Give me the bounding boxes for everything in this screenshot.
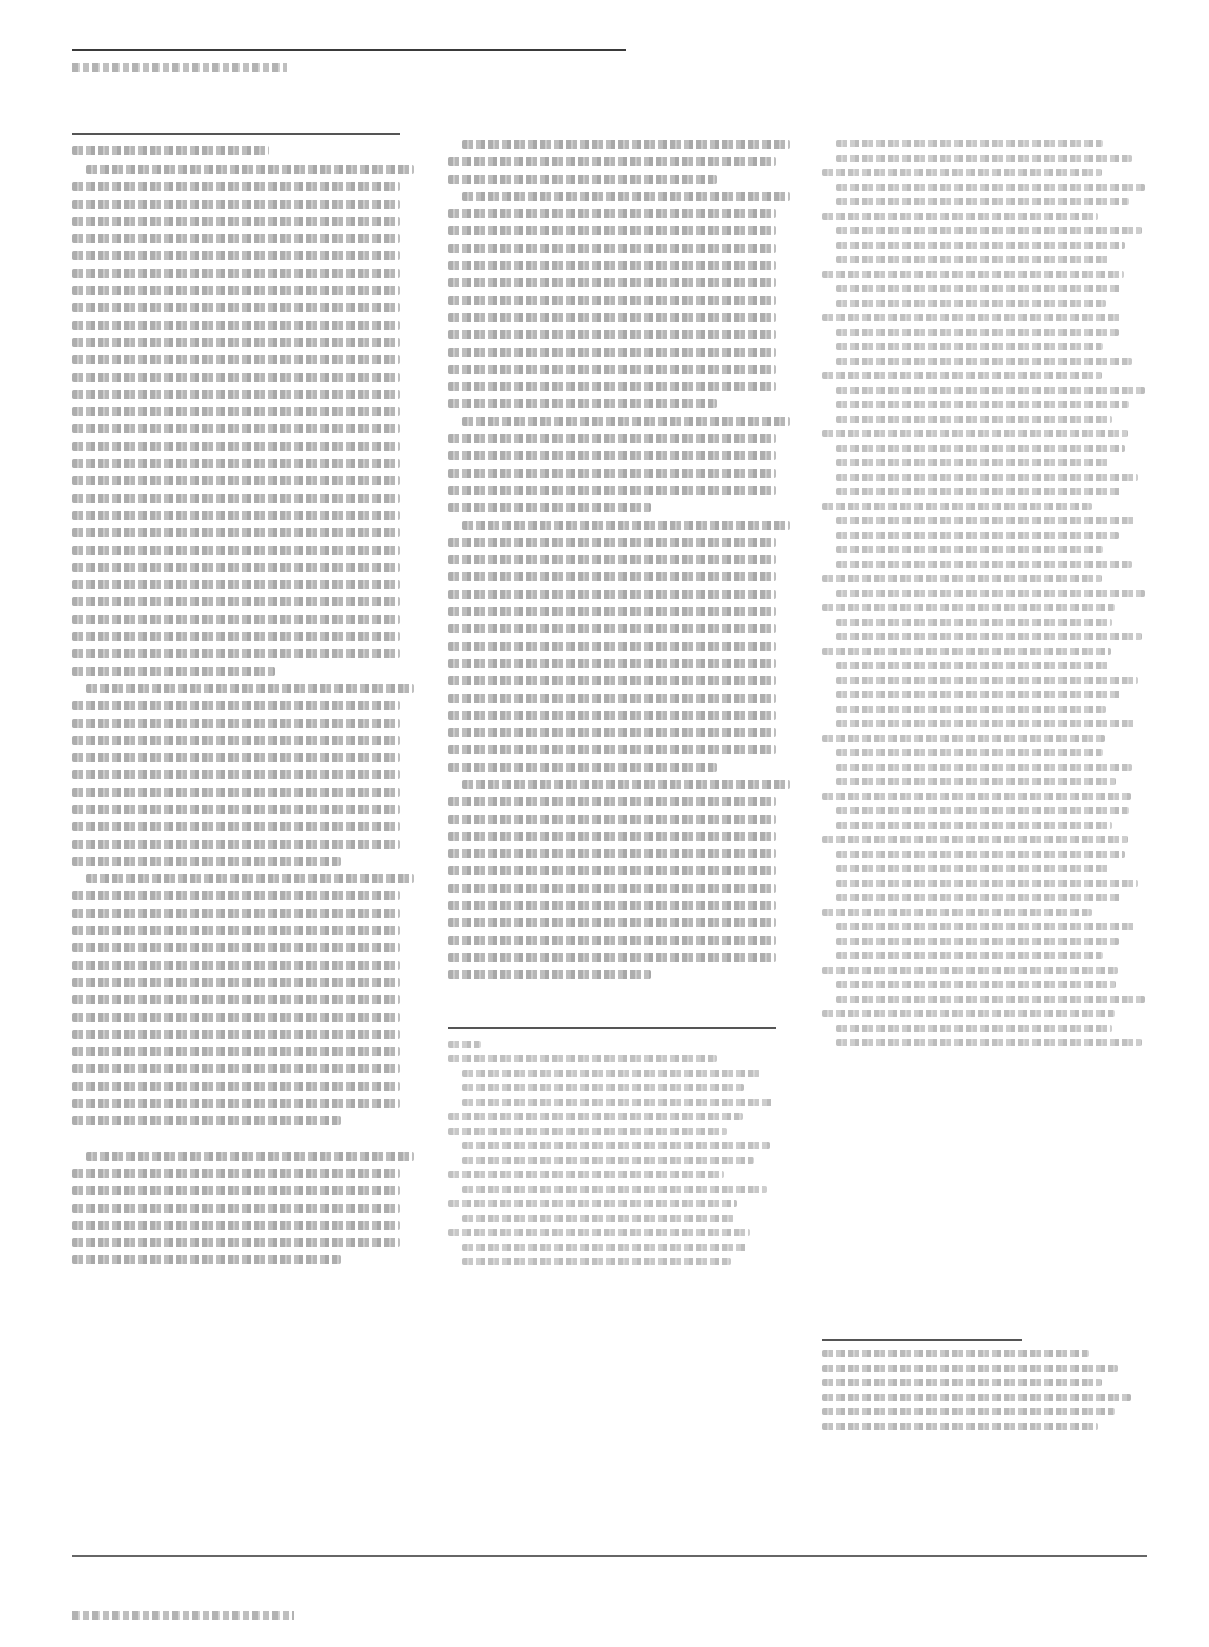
body-text-line <box>72 1064 400 1073</box>
body-text-line <box>448 728 776 737</box>
body-text-line <box>462 521 790 530</box>
body-text-line <box>72 251 400 260</box>
body-text-line <box>448 832 776 841</box>
note-line <box>836 981 1116 988</box>
note-line <box>462 1258 731 1265</box>
body-text-line <box>448 278 776 287</box>
note-line <box>822 1010 1115 1017</box>
body-text-line <box>72 234 400 243</box>
body-text-line <box>72 476 400 485</box>
body-text-line <box>72 736 400 745</box>
note-line <box>836 764 1132 771</box>
body-text-line <box>72 321 400 330</box>
note-line <box>836 590 1145 597</box>
body-text-line <box>448 486 776 495</box>
body-text-line <box>448 261 776 270</box>
body-text-line <box>72 373 400 382</box>
note-line <box>822 372 1102 379</box>
note-line <box>836 706 1106 713</box>
body-text-line <box>72 546 400 555</box>
column-3-notes <box>822 140 1147 1046</box>
note-line <box>822 604 1115 611</box>
body-text-line <box>448 763 717 772</box>
column-2-notes <box>448 1055 776 1265</box>
body-text-line <box>448 676 776 685</box>
column-2 <box>448 140 776 1273</box>
body-text-line <box>72 701 400 710</box>
bibliography-line <box>822 1365 1118 1372</box>
note-line <box>822 314 1121 321</box>
body-text-line <box>72 1221 400 1230</box>
body-text-line <box>72 943 400 952</box>
note-line <box>836 227 1142 234</box>
note-line <box>836 387 1145 394</box>
note-line <box>836 140 1103 147</box>
note-line <box>836 851 1125 858</box>
body-text-line <box>72 1238 400 1247</box>
body-text-line <box>448 399 717 408</box>
bibliography-line <box>822 1394 1131 1401</box>
note-line <box>448 1128 727 1135</box>
body-text-line <box>448 209 776 218</box>
body-text-line <box>72 459 400 468</box>
note-line <box>836 938 1119 945</box>
body-text-line <box>448 157 776 166</box>
note-line <box>836 343 1103 350</box>
note-line <box>836 155 1132 162</box>
note-line <box>836 256 1109 263</box>
body-text-line <box>72 909 400 918</box>
note-line <box>462 1084 744 1091</box>
body-text-line <box>72 1169 400 1178</box>
body-text-line <box>448 348 776 357</box>
note-line <box>462 1186 767 1193</box>
body-text-line <box>448 849 776 858</box>
note-line <box>836 778 1116 785</box>
note-line <box>836 285 1122 292</box>
body-text-line <box>72 303 400 312</box>
note-line <box>448 1171 724 1178</box>
body-text-line <box>72 649 400 658</box>
column-1-rule <box>72 133 400 135</box>
note-line <box>836 691 1122 698</box>
note-line <box>836 416 1112 423</box>
body-text-line <box>448 590 776 599</box>
body-text-line <box>72 891 400 900</box>
body-text-line <box>86 165 414 174</box>
note-line <box>822 213 1098 220</box>
note-line <box>836 329 1119 336</box>
note-line <box>836 459 1109 466</box>
body-text-line <box>72 269 400 278</box>
note-line <box>836 198 1129 205</box>
note-line <box>448 1113 743 1120</box>
body-text-line <box>448 296 776 305</box>
note-line <box>836 1039 1142 1046</box>
body-text-line <box>448 918 776 927</box>
note-line <box>836 894 1122 901</box>
body-text-line <box>72 788 400 797</box>
body-text-line <box>448 642 776 651</box>
body-text-line <box>462 192 790 201</box>
body-text-line <box>72 770 400 779</box>
note-line <box>836 996 1145 1003</box>
note-line <box>836 517 1135 524</box>
section-heading-faded <box>72 146 269 155</box>
bibliography-line <box>822 1379 1102 1386</box>
body-text-line <box>72 511 400 520</box>
body-text-line <box>462 780 790 789</box>
note-line <box>822 271 1124 278</box>
body-text-line <box>448 503 651 512</box>
body-text-line <box>72 753 400 762</box>
paragraph-gap <box>72 1134 400 1152</box>
body-text-line <box>72 1099 400 1108</box>
body-text-line <box>72 442 400 451</box>
note-line <box>836 358 1132 365</box>
body-text-line <box>462 140 790 149</box>
body-text-line <box>448 313 776 322</box>
note-line <box>462 1244 747 1251</box>
note-line <box>822 575 1102 582</box>
note-line <box>836 1025 1112 1032</box>
note-line <box>836 561 1132 568</box>
note-line <box>836 720 1135 727</box>
body-text-line <box>448 538 776 547</box>
note-line <box>822 836 1128 843</box>
body-text-line <box>72 805 400 814</box>
note-line <box>836 865 1109 872</box>
body-text-line <box>72 580 400 589</box>
running-head-faded-text <box>72 63 287 72</box>
note-line <box>836 242 1125 249</box>
body-text-line <box>86 684 414 693</box>
body-text-line <box>448 797 776 806</box>
body-text-line <box>72 961 400 970</box>
body-text-line <box>72 1013 400 1022</box>
body-text-line <box>448 572 776 581</box>
body-text-line <box>448 365 776 374</box>
note-line <box>462 1142 770 1149</box>
bottom-rule <box>72 1555 1147 1557</box>
body-text-line <box>72 390 400 399</box>
note-line <box>836 662 1109 669</box>
body-text-line <box>72 407 400 416</box>
body-text-line <box>72 217 400 226</box>
note-line <box>836 488 1122 495</box>
body-text-line <box>448 953 776 962</box>
note-line <box>822 503 1092 510</box>
body-text-line <box>72 1204 400 1213</box>
note-line <box>836 749 1103 756</box>
body-text-line <box>72 926 400 935</box>
body-text-line <box>72 424 400 433</box>
bibliography-line <box>822 1408 1115 1415</box>
body-text-line <box>462 417 790 426</box>
body-text-line <box>72 528 400 537</box>
note-line <box>836 445 1125 452</box>
note-line <box>836 184 1145 191</box>
body-text-line <box>72 1047 400 1056</box>
note-line <box>462 1215 734 1222</box>
body-text-line <box>448 469 776 478</box>
body-text-line <box>72 338 400 347</box>
body-text-line <box>448 659 776 668</box>
note-line <box>836 677 1138 684</box>
note-line <box>836 923 1135 930</box>
body-text-line <box>448 434 776 443</box>
bibliography-body <box>822 1350 1147 1430</box>
top-rule <box>72 49 626 51</box>
body-text-line <box>448 226 776 235</box>
body-text-line <box>448 175 717 184</box>
bibliography-rule <box>822 1339 1022 1341</box>
body-text-line <box>72 822 400 831</box>
body-text-line <box>448 901 776 910</box>
body-text-line <box>72 1116 341 1125</box>
body-text-line <box>448 624 776 633</box>
body-text-line <box>72 200 400 209</box>
body-text-line <box>72 667 275 676</box>
bibliography-line <box>822 1350 1089 1357</box>
note-line <box>448 1229 750 1236</box>
note-line <box>836 807 1129 814</box>
body-text-line <box>448 555 776 564</box>
note-line <box>836 474 1138 481</box>
body-text-line <box>72 182 400 191</box>
body-text-line <box>72 840 400 849</box>
body-text-line <box>72 632 400 641</box>
body-text-line <box>72 1255 341 1264</box>
note-line <box>836 401 1129 408</box>
note-line <box>822 909 1092 916</box>
body-text-line <box>448 694 776 703</box>
note-line <box>836 880 1138 887</box>
column-1-body <box>72 165 400 1264</box>
body-text-line <box>448 866 776 875</box>
bibliography-line <box>822 1423 1098 1430</box>
column-2-body <box>448 140 776 979</box>
note-line <box>836 822 1112 829</box>
body-text-line <box>72 355 400 364</box>
note-line <box>448 1200 737 1207</box>
note-line <box>822 648 1111 655</box>
note-line <box>822 793 1131 800</box>
body-text-line <box>448 970 651 979</box>
body-text-line <box>448 607 776 616</box>
body-text-line <box>448 884 776 893</box>
body-text-line <box>86 1152 414 1161</box>
body-text-line <box>72 563 400 572</box>
body-text-line <box>448 244 776 253</box>
body-text-line <box>72 1186 400 1195</box>
note-line <box>836 633 1142 640</box>
column-3 <box>822 140 1147 1054</box>
body-text-line <box>72 1082 400 1091</box>
note-line <box>836 532 1119 539</box>
note-line <box>822 967 1118 974</box>
body-text-line <box>448 451 776 460</box>
body-text-line <box>448 936 776 945</box>
body-text-line <box>72 719 400 728</box>
note-line <box>462 1070 760 1077</box>
notes-heading-faded <box>448 1041 481 1048</box>
notes-rule <box>448 1027 776 1029</box>
note-line <box>462 1157 754 1164</box>
footer-faded-text <box>72 1611 294 1620</box>
column-1 <box>72 140 400 1273</box>
bibliography <box>822 1350 1147 1437</box>
note-line <box>836 546 1103 553</box>
note-line <box>822 430 1128 437</box>
body-text-line <box>86 874 414 883</box>
note-line <box>448 1055 717 1062</box>
body-text-line <box>448 745 776 754</box>
body-text-line <box>72 978 400 987</box>
body-text-line <box>448 711 776 720</box>
body-text-line <box>72 857 341 866</box>
body-text-line <box>72 597 400 606</box>
body-text-line <box>72 286 400 295</box>
body-text-line <box>72 494 400 503</box>
note-line <box>462 1099 774 1106</box>
note-line <box>836 619 1112 626</box>
body-text-line <box>72 615 400 624</box>
body-text-line <box>448 382 776 391</box>
note-line <box>836 952 1103 959</box>
note-line <box>836 300 1106 307</box>
body-text-line <box>72 1030 400 1039</box>
body-text-line <box>72 995 400 1004</box>
note-line <box>822 735 1105 742</box>
body-text-line <box>448 330 776 339</box>
note-line <box>822 169 1102 176</box>
body-text-line <box>448 815 776 824</box>
